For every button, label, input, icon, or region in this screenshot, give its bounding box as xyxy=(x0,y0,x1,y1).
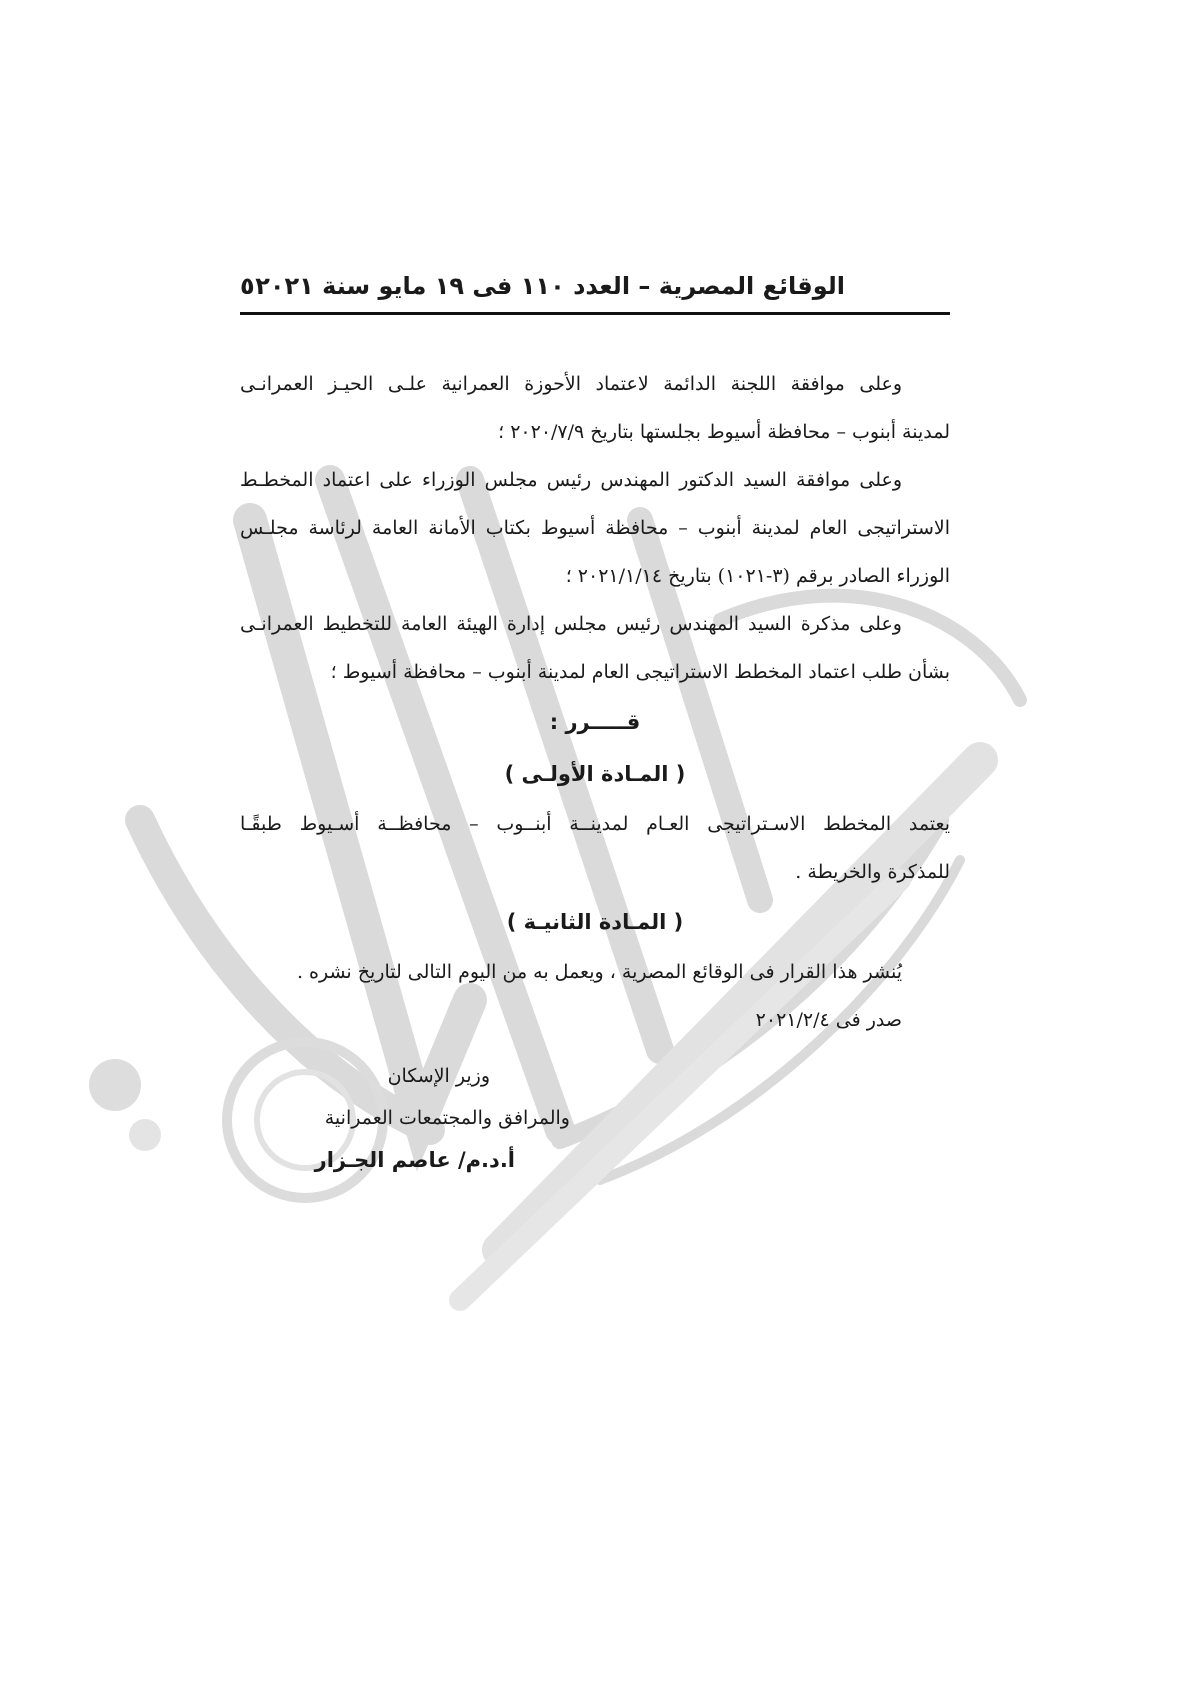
article-1-text xyxy=(240,800,950,896)
paragraph-line: الاستراتيجى العام لمدينة أبنوب – محافظة أسيوط بكتاب الأمانة العامة لرئاسة مجلـس xyxy=(240,517,950,539)
article-1-heading: ( المـادة الأولـى ) xyxy=(504,762,686,786)
minister-title: وزير الإسكان xyxy=(387,1065,490,1087)
paragraph-committee-approval xyxy=(240,360,950,456)
issue-date: صدر فى ٢٠٢١/٢/٤ xyxy=(755,1009,902,1031)
document-body xyxy=(240,360,950,1044)
paragraph-line: وعلى موافقة اللجنة الدائمة لاعتماد الأحوزة العمرانية علـى الحيـز العمرانـى xyxy=(240,373,902,395)
signature-block xyxy=(240,1055,570,1181)
ministry-name: والمرافق والمجتمعات العمرانية xyxy=(324,1107,570,1129)
paragraph-memorandum xyxy=(240,600,950,696)
page-header xyxy=(240,268,950,315)
paragraph-line: لمدينة أبنوب – محافظة أسيوط بجلستها بتاريخ ٢٠٢٠/٧/٩ ؛ xyxy=(498,421,950,443)
article-2-text xyxy=(240,948,950,996)
paragraph-prime-minister-approval xyxy=(240,456,950,600)
article-line: يُنشر هذا القرار فى الوقائع المصرية ، ويعمل به من اليوم التالى لتاريخ نشره . xyxy=(296,961,902,983)
paragraph-line: الوزراء الصادر برقم (٣-١٠٢١) بتاريخ ٢٠٢١/١/١٤ ؛ xyxy=(565,565,950,587)
paragraph-line: وعلى موافقة السيد الدكتور المهندس رئيس مجلس الوزراء على اعتماد المخطـط xyxy=(240,469,902,491)
signatory-name: أ.د.م/ عاصم الجـزار xyxy=(314,1148,515,1172)
article-line: يعتمد المخطط الاسـتراتيجى العـام لمدينــة أبنــوب – محافظــة أسـيوط طبقًـا xyxy=(240,813,950,835)
paragraph-line: بشأن طلب اعتماد المخطط الاستراتيجى العام لمدينة أبنوب – محافظة أسيوط ؛ xyxy=(330,661,950,683)
paragraph-line: وعلى مذكرة السيد المهندس رئيس مجلس إدارة الهيئة العامة للتخطيط العمرانـى xyxy=(240,613,902,635)
article-2-heading: ( المـادة الثانيـة ) xyxy=(506,910,684,934)
gazette-title: الوقائع المصرية – العدد ١١٠ فى ١٩ مايو سنة ٢٠٢١ xyxy=(255,272,845,300)
article-line: للمذكرة والخريطة . xyxy=(795,861,950,883)
decision-heading: قـــــرر : xyxy=(549,710,641,734)
page-number: ٥ xyxy=(240,272,255,300)
